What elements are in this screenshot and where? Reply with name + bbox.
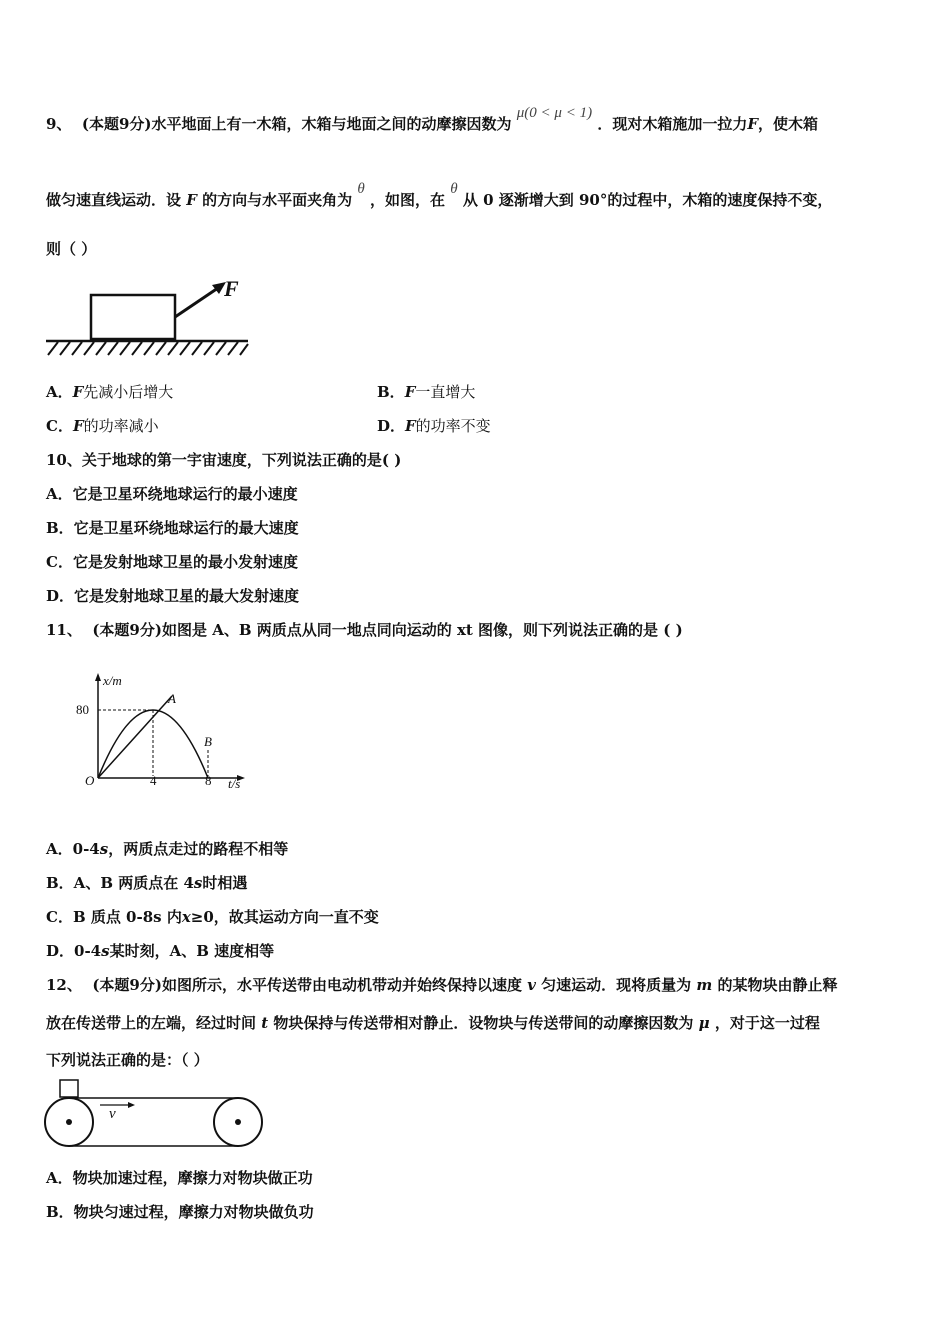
q10-option-c: C．它是发射地球卫星的最小发射速度 [46,553,298,571]
q12-number: 12、 [46,976,82,994]
y-tick-80: 80 [76,702,89,717]
q11-option-b: B．A、B 两质点在 4s时相遇 [46,874,248,892]
q9-number: 9、 [46,115,72,133]
x-tick-8: 8 [205,773,212,788]
q9-text6: ，如图，在 [370,191,446,209]
q12-line2: 放在传送带上的左端，经过时间 t 物块保持与传送带相对静止．设物块与传送带间的动摩擦因数为 μ ，对于这一过程 [46,1014,820,1032]
force-arrow-shaft [175,288,218,317]
q9-option-b: B．F一直增大 [377,383,476,401]
velocity-arrow-head [128,1102,135,1108]
x-axis-label: t/s [228,776,241,791]
left-pulley-axle [66,1119,72,1125]
q9-option-a: A．F先减小后增大 [46,383,174,401]
q9-text8: 则（ ） [46,240,97,258]
q9-text5: 的方向与水平面夹角为 [202,191,353,209]
q9-F-2: F [186,191,197,209]
q9-line2 [46,181,833,211]
q9-text4: 做匀速直线运动．设 [46,191,182,209]
graph-label-a: A [168,691,176,706]
q10-option-b: B．它是卫星环绕地球运行的最大速度 [46,519,299,537]
line-a [98,696,172,778]
q9-mu-expression: μ(0 < μ < 1) [516,105,593,121]
q12-line1: 12、 (本题9分)如图所示，水平传送带由电动机带动并始终保持以速度 v 匀速运动．现将质量为 m 的某物块由静止释 [46,976,838,994]
q9-figure-F-label: F [224,276,239,301]
q11-stem [46,620,683,640]
y-axis-label: x/m [103,673,122,688]
q9-F: F [747,115,758,133]
graph-label-b: B [204,734,212,749]
q9-text7: 从 0 逐渐增大到 90°的过程中，木箱的速度保持不变， [462,191,833,209]
q11-score: (本题9分) [92,621,162,639]
block [60,1080,78,1097]
q12-option-b: B．物块匀速过程，摩擦力对物块做负功 [46,1203,314,1221]
q9-theta: θ [357,181,365,197]
origin-label: O [85,773,95,788]
wooden-box [91,295,175,339]
q9-line1 [46,105,818,135]
q10-option-a: A．它是卫星环绕地球运行的最小速度 [46,485,298,503]
q11-text: 如图是 A、B 两质点从同一地点同向运动的 xt 图像，则下列说法正确的是 ( ) [161,621,683,639]
x-tick-4: 4 [150,773,157,788]
q11-number: 11、 [46,621,82,639]
q9-line3 [46,239,96,259]
q9-option-d: D．F的功率不变 [377,417,491,435]
q11-option-a: A．0-4s，两质点走过的路程不相等 [46,840,289,858]
q9-score: (本题9分) [81,115,152,133]
ground-hatching [48,342,248,355]
q10-option-d: D．它是发射地球卫星的最大发射速度 [46,587,300,605]
q12-score: (本题9分) [92,976,162,994]
q9-box-figure [44,272,254,362]
q11-option-c: C．B 质点 0-8s 内x≥0，故其运动方向一直不变 [46,908,379,926]
q12-conveyor-figure [42,1078,266,1153]
velocity-label: v [109,1106,116,1122]
q9-option-c: C．F的功率减小 [46,417,159,435]
q12-line3: 下列说法正确的是：（ ） [46,1051,209,1069]
q9-text1: 水平地面上有一木箱，木箱与地面之间的动摩擦因数为 [151,115,512,133]
right-pulley-axle [235,1119,241,1125]
q9-text2: ．现对木箱施加一拉力 [597,115,748,133]
q12-option-a: A．物块加速过程，摩擦力对物块做正功 [46,1169,313,1187]
q11-xt-graph [70,670,260,795]
q11-option-d: D．0-4s某时刻，A、B 速度相等 [46,942,275,960]
q9-theta-2: θ [450,181,458,197]
q9-text3: ，使木箱 [757,115,818,133]
y-axis-arrow [95,673,101,681]
q10-stem: 10、关于地球的第一宇宙速度，下列说法正确的是( ) [46,451,402,469]
